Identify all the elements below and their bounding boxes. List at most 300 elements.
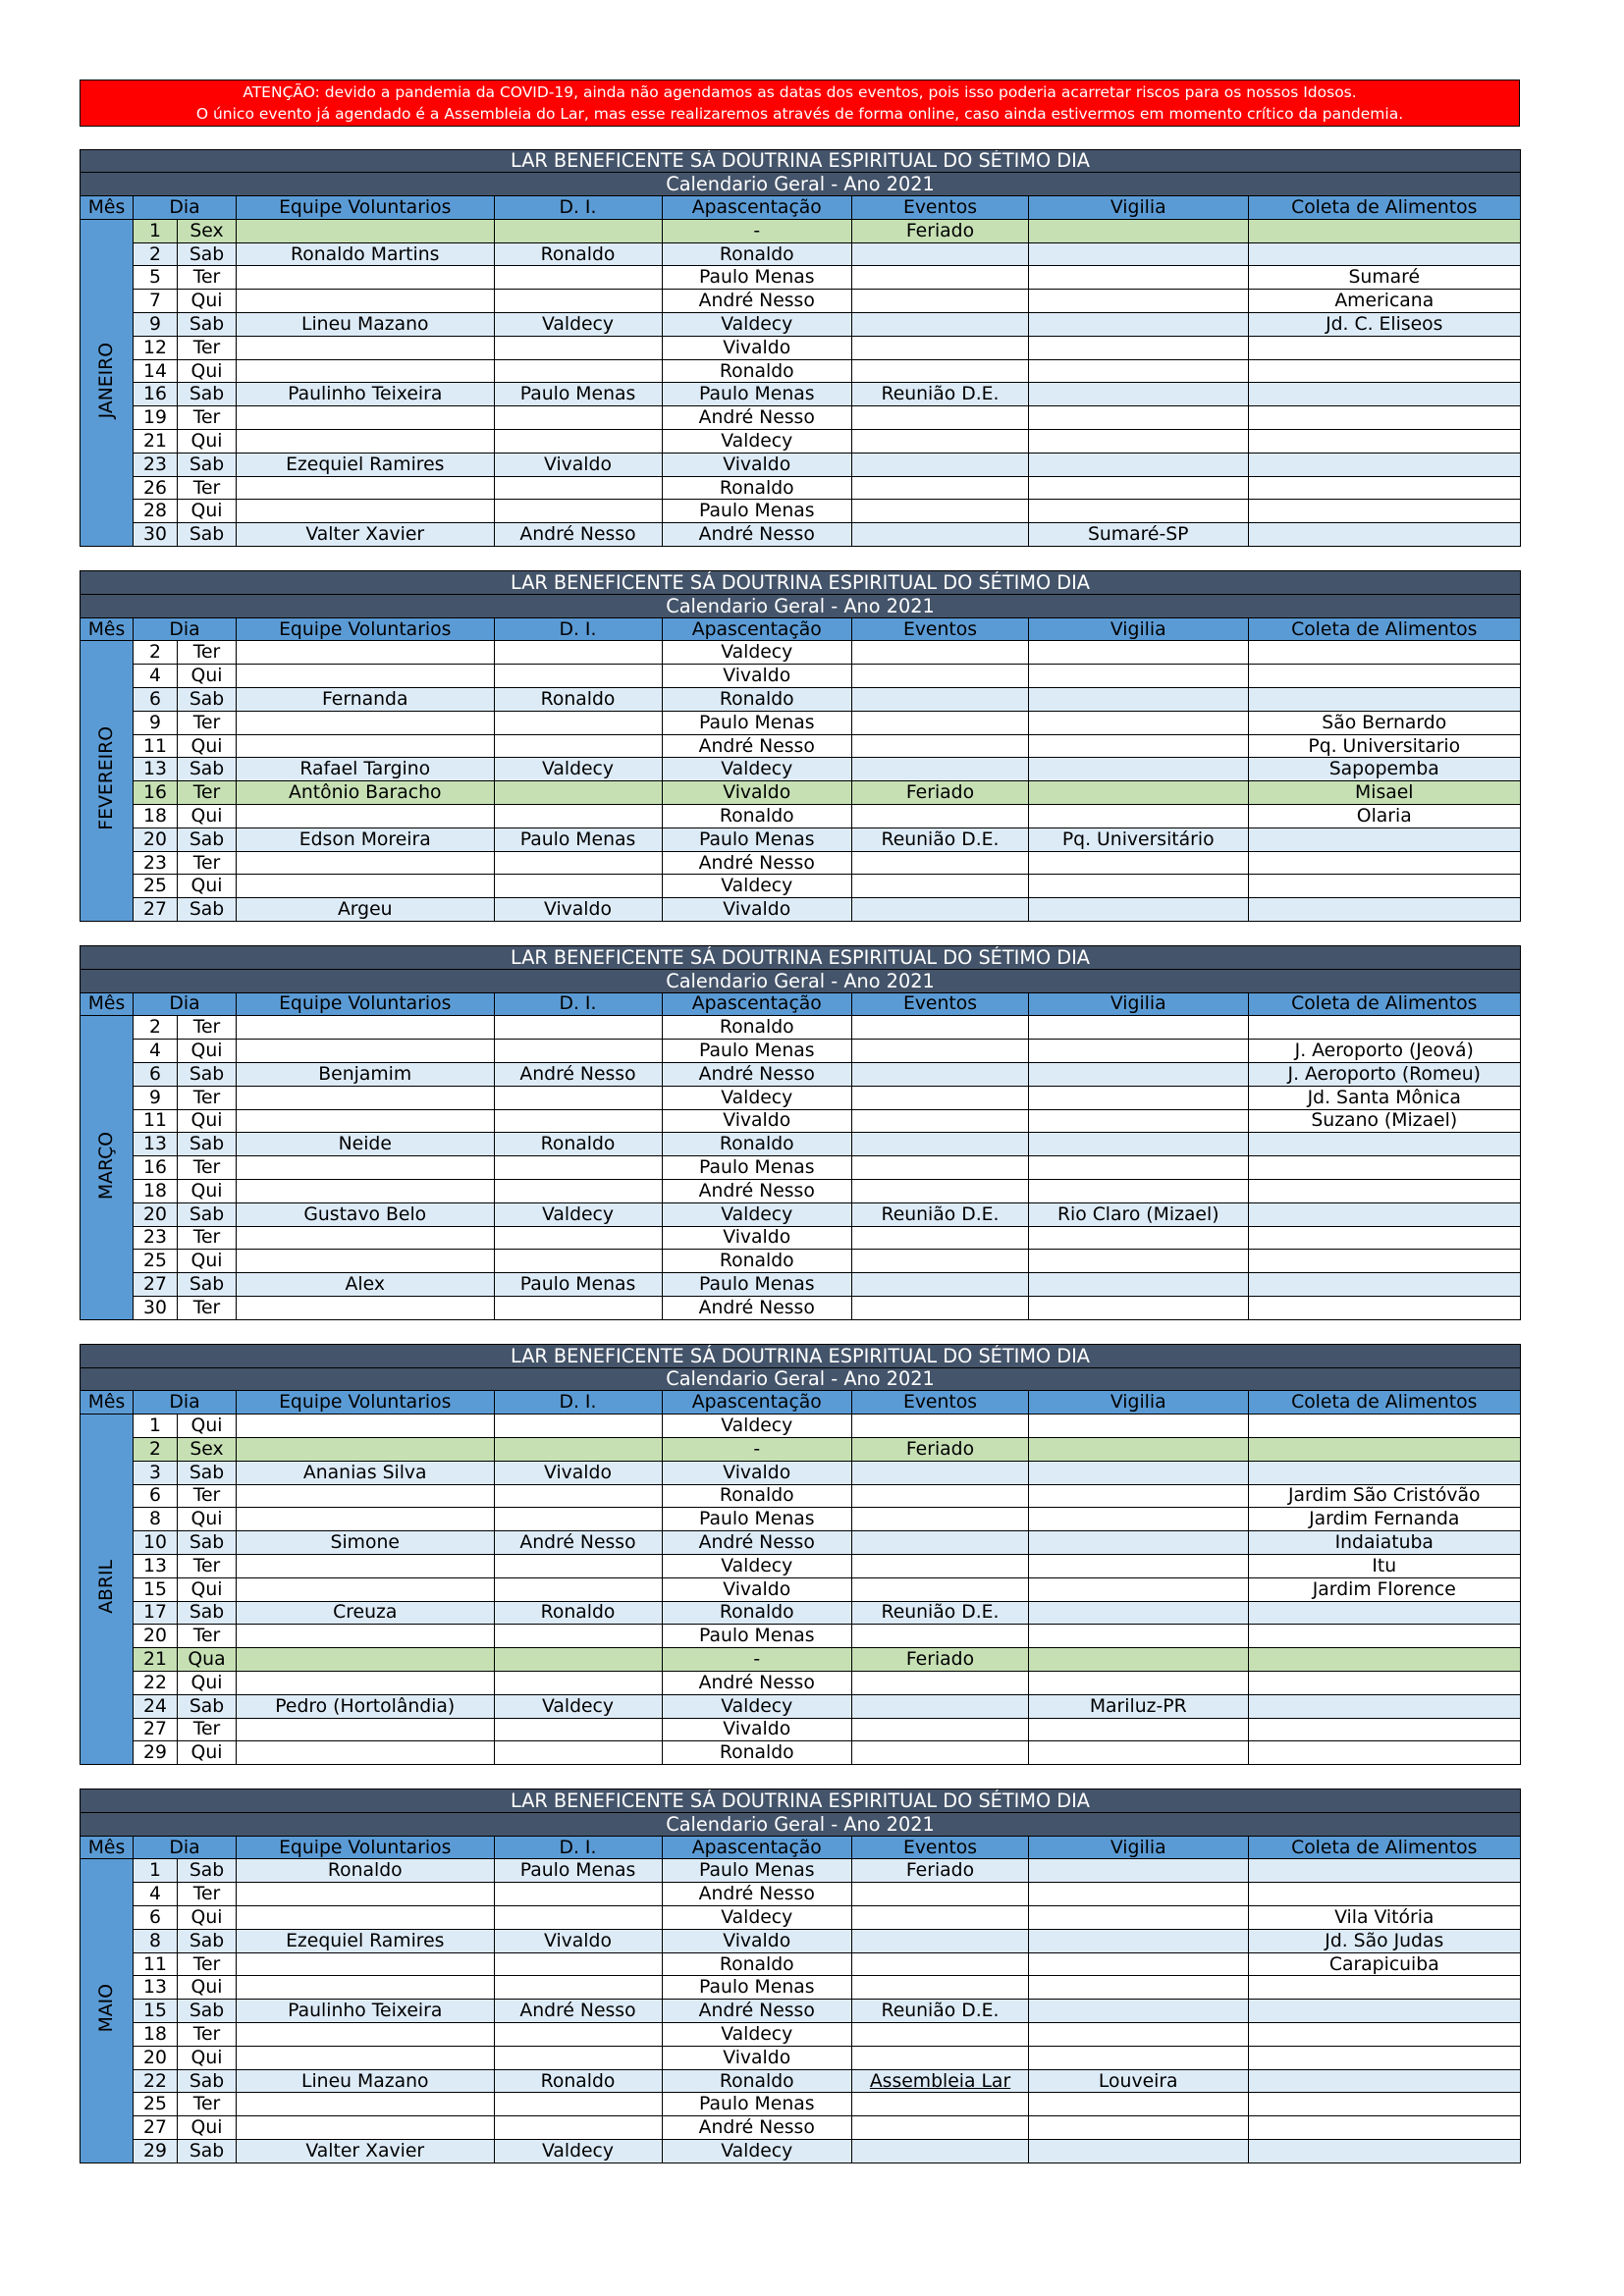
header-dia: Dia: [134, 1836, 237, 1859]
equipe-cell: Pedro (Hortolândia): [237, 1694, 495, 1718]
apascentacao-cell: Ronaldo: [662, 1484, 852, 1508]
coleta-cell: Jardim Fernanda: [1248, 1508, 1521, 1531]
apascentacao-cell: Paulo Menas: [662, 383, 852, 406]
di-cell: [494, 1883, 662, 1906]
coleta-cell: [1248, 851, 1521, 875]
month-label: MARÇO: [95, 1131, 117, 1200]
di-cell: [494, 1625, 662, 1648]
day-number: 8: [134, 1929, 178, 1952]
eventos-cell: Reunião D.E.: [852, 383, 1029, 406]
weekday: Qui: [178, 1906, 237, 1930]
day-number: 26: [134, 476, 178, 500]
day-number: 2: [134, 1437, 178, 1461]
vigilia-cell: [1029, 898, 1249, 922]
weekday: Qui: [178, 1577, 237, 1601]
eventos-cell: [852, 875, 1029, 898]
weekday: Qui: [178, 2046, 237, 2069]
day-number: 4: [134, 665, 178, 688]
month-table-fevereiro: [80, 570, 1521, 922]
equipe-cell: [237, 1554, 495, 1577]
header-di: D. I.: [494, 1836, 662, 1859]
coleta-cell: Sumaré: [1248, 266, 1521, 290]
table-row: [81, 430, 1521, 454]
table-title: LAR BENEFICENTE SÁ DOUTRINA ESPIRITUAL DO SÉTIMO DIA: [81, 149, 1521, 173]
table-row: [81, 500, 1521, 523]
vigilia-cell: [1029, 781, 1249, 805]
table-title: LAR BENEFICENTE SÁ DOUTRINA ESPIRITUAL DO SÉTIMO DIA: [81, 1344, 1521, 1367]
weekday: Sab: [178, 1531, 237, 1555]
apascentacao-cell: Ronaldo: [662, 805, 852, 828]
vigilia-cell: [1029, 500, 1249, 523]
equipe-cell: Ezequiel Ramires: [237, 1929, 495, 1952]
coleta-cell: [1248, 898, 1521, 922]
di-cell: [494, 219, 662, 242]
header-di: D. I.: [494, 617, 662, 641]
vigilia-cell: Rio Claro (Mizael): [1029, 1202, 1249, 1226]
apascentacao-cell: Paulo Menas: [662, 500, 852, 523]
table-title-row: [81, 571, 1521, 595]
calendar-tables: [80, 149, 1520, 2163]
header-equipe: Equipe Voluntarios: [237, 1391, 495, 1415]
di-cell: Ronaldo: [494, 688, 662, 712]
di-cell: [494, 1040, 662, 1063]
weekday: Sab: [178, 1694, 237, 1718]
apascentacao-cell: Paulo Menas: [662, 828, 852, 851]
day-number: 9: [134, 313, 178, 337]
di-cell: [494, 851, 662, 875]
eventos-cell: [852, 851, 1029, 875]
eventos-cell: [852, 290, 1029, 313]
day-number: 29: [134, 2140, 178, 2163]
apascentacao-cell: Vivaldo: [662, 453, 852, 476]
equipe-cell: Edson Moreira: [237, 828, 495, 851]
vigilia-cell: Sumaré-SP: [1029, 523, 1249, 547]
table-row: [81, 711, 1521, 734]
coleta-cell: [1248, 1226, 1521, 1250]
vigilia-cell: [1029, 430, 1249, 454]
di-cell: André Nesso: [494, 1062, 662, 1086]
month-table-abril: [80, 1344, 1521, 1765]
equipe-cell: [237, 1109, 495, 1133]
table-title-row: [81, 1789, 1521, 1813]
weekday: Ter: [178, 476, 237, 500]
day-number: 20: [134, 1625, 178, 1648]
equipe-cell: Lineu Mazano: [237, 2069, 495, 2093]
header-eventos: Eventos: [852, 196, 1029, 220]
apascentacao-cell: Ronaldo: [662, 1601, 852, 1625]
apascentacao-cell: André Nesso: [662, 851, 852, 875]
vigilia-cell: Mariluz-PR: [1029, 1694, 1249, 1718]
apascentacao-cell: Vivaldo: [662, 1461, 852, 1484]
table-subtitle-row: [81, 969, 1521, 992]
vigilia-cell: Pq. Universitário: [1029, 828, 1249, 851]
vigilia-cell: [1029, 1109, 1249, 1133]
equipe-cell: [237, 1906, 495, 1930]
weekday: Qui: [178, 1976, 237, 2000]
eventos-cell: [852, 1133, 1029, 1156]
day-number: 1: [134, 1415, 178, 1438]
vigilia-cell: [1029, 2116, 1249, 2140]
month-label: ABRIL: [95, 1560, 117, 1615]
di-cell: Ronaldo: [494, 242, 662, 266]
weekday: Sab: [178, 688, 237, 712]
weekday: Sab: [178, 453, 237, 476]
table-title-row: [81, 1344, 1521, 1367]
di-cell: Ronaldo: [494, 1601, 662, 1625]
header-apascentacao: Apascentação: [662, 617, 852, 641]
weekday: Qui: [178, 875, 237, 898]
apascentacao-cell: Ronaldo: [662, 1133, 852, 1156]
di-cell: [494, 1156, 662, 1180]
table-row: [81, 1976, 1521, 2000]
day-number: 27: [134, 898, 178, 922]
weekday: Sab: [178, 2000, 237, 2023]
table-row: [81, 1648, 1521, 1672]
coleta-cell: [1248, 1437, 1521, 1461]
day-number: 18: [134, 805, 178, 828]
vigilia-cell: [1029, 336, 1249, 359]
coleta-cell: [1248, 1016, 1521, 1040]
vigilia-cell: [1029, 1625, 1249, 1648]
weekday: Ter: [178, 641, 237, 665]
table-subtitle-row: [81, 1812, 1521, 1836]
coleta-cell: [1248, 219, 1521, 242]
table-row: [81, 641, 1521, 665]
vigilia-cell: [1029, 1273, 1249, 1297]
table-title: LAR BENEFICENTE SÁ DOUTRINA ESPIRITUAL DO SÉTIMO DIA: [81, 571, 1521, 595]
header-apascentacao: Apascentação: [662, 992, 852, 1016]
weekday: Sab: [178, 758, 237, 781]
equipe-cell: [237, 2046, 495, 2069]
coleta-cell: Vila Vitória: [1248, 1906, 1521, 1930]
day-number: 14: [134, 359, 178, 383]
weekday: Sab: [178, 523, 237, 547]
eventos-cell: [852, 1577, 1029, 1601]
day-number: 22: [134, 2069, 178, 2093]
equipe-cell: Ananias Silva: [237, 1461, 495, 1484]
alert-line-1: ATENÇÃO: devido a pandemia da COVID-19, ainda não agendamos as datas dos eventos, pois isso poderia acarretar riscos para os nossos Idosos.: [243, 83, 1357, 101]
eventos-cell: [852, 1952, 1029, 1976]
vigilia-cell: [1029, 734, 1249, 758]
eventos-cell: [852, 1296, 1029, 1319]
eventos-cell: [852, 1086, 1029, 1109]
table-row: [81, 1461, 1521, 1484]
apascentacao-cell: Paulo Menas: [662, 1976, 852, 2000]
weekday: Sab: [178, 1062, 237, 1086]
weekday: Sab: [178, 828, 237, 851]
apascentacao-cell: Vivaldo: [662, 1577, 852, 1601]
di-cell: Valdecy: [494, 2140, 662, 2163]
apascentacao-cell: André Nesso: [662, 406, 852, 430]
eventos-cell: [852, 1554, 1029, 1577]
apascentacao-cell: Paulo Menas: [662, 1273, 852, 1297]
day-number: 1: [134, 219, 178, 242]
table-row: [81, 805, 1521, 828]
day-number: 21: [134, 430, 178, 454]
equipe-cell: [237, 290, 495, 313]
equipe-cell: [237, 476, 495, 500]
vigilia-cell: [1029, 1531, 1249, 1555]
header-mes: Mês: [81, 196, 134, 220]
di-cell: [494, 665, 662, 688]
vigilia-cell: [1029, 1648, 1249, 1672]
day-number: 29: [134, 1741, 178, 1765]
di-cell: [494, 875, 662, 898]
table-row: [81, 336, 1521, 359]
coleta-cell: [1248, 828, 1521, 851]
eventos-cell: Feriado: [852, 1437, 1029, 1461]
apascentacao-cell: Valdecy: [662, 1906, 852, 1930]
day-number: 7: [134, 290, 178, 313]
table-row: [81, 359, 1521, 383]
eventos-cell: Reunião D.E.: [852, 1202, 1029, 1226]
coleta-cell: [1248, 1296, 1521, 1319]
eventos-cell: [852, 2069, 1029, 2093]
table-row: [81, 1179, 1521, 1202]
di-cell: [494, 1976, 662, 2000]
weekday: Qui: [178, 805, 237, 828]
day-number: 27: [134, 2116, 178, 2140]
eventos-cell: [852, 758, 1029, 781]
weekday: Ter: [178, 711, 237, 734]
equipe-cell: Alex: [237, 1273, 495, 1297]
eventos-cell: [852, 2140, 1029, 2163]
coleta-cell: Sapopemba: [1248, 758, 1521, 781]
equipe-cell: Ezequiel Ramires: [237, 453, 495, 476]
equipe-cell: [237, 1625, 495, 1648]
eventos-cell: [852, 1484, 1029, 1508]
di-cell: [494, 500, 662, 523]
apascentacao-cell: Vivaldo: [662, 2046, 852, 2069]
header-vigilia: Vigilia: [1029, 1836, 1249, 1859]
apascentacao-cell: Valdecy: [662, 1202, 852, 1226]
weekday: Ter: [178, 1952, 237, 1976]
eventos-cell: [852, 336, 1029, 359]
month-table-marco: [80, 945, 1521, 1320]
eventos-cell: [852, 734, 1029, 758]
coleta-cell: Carapicuiba: [1248, 1952, 1521, 1976]
coleta-cell: [1248, 500, 1521, 523]
vigilia-cell: [1029, 1929, 1249, 1952]
weekday: Sab: [178, 313, 237, 337]
month-table-maio: [80, 1789, 1521, 2163]
eventos-cell: [852, 500, 1029, 523]
month-label: FEVEREIRO: [95, 726, 117, 831]
table-row: [81, 828, 1521, 851]
header-coleta: Coleta de Alimentos: [1248, 1836, 1521, 1859]
header-row: [81, 1391, 1521, 1415]
equipe-cell: [237, 1179, 495, 1202]
table-row: [81, 1741, 1521, 1765]
apascentacao-cell: André Nesso: [662, 1671, 852, 1694]
weekday: Sab: [178, 1202, 237, 1226]
table-row: [81, 898, 1521, 922]
eventos-cell: [852, 1625, 1029, 1648]
weekday: Qui: [178, 1250, 237, 1273]
apascentacao-cell: Valdecy: [662, 1415, 852, 1438]
coleta-cell: Suzano (Mizael): [1248, 1109, 1521, 1133]
equipe-cell: [237, 2116, 495, 2140]
eventos-cell: Feriado: [852, 1859, 1029, 1883]
vigilia-cell: [1029, 1906, 1249, 1930]
weekday: Qui: [178, 1179, 237, 1202]
table-row: [81, 1883, 1521, 1906]
day-number: 28: [134, 500, 178, 523]
apascentacao-cell: Ronaldo: [662, 1952, 852, 1976]
equipe-cell: Paulinho Teixeira: [237, 2000, 495, 2023]
table-row: [81, 1625, 1521, 1648]
vigilia-cell: [1029, 1976, 1249, 2000]
apascentacao-cell: Valdecy: [662, 875, 852, 898]
day-number: 4: [134, 1883, 178, 1906]
apascentacao-cell: André Nesso: [662, 1296, 852, 1319]
coleta-cell: [1248, 665, 1521, 688]
day-number: 20: [134, 828, 178, 851]
coleta-cell: [1248, 1156, 1521, 1180]
vigilia-cell: [1029, 313, 1249, 337]
month-label: MAIO: [95, 1984, 117, 2033]
equipe-cell: [237, 1718, 495, 1741]
apascentacao-cell: Valdecy: [662, 1694, 852, 1718]
apascentacao-cell: Ronaldo: [662, 359, 852, 383]
table-row: [81, 1226, 1521, 1250]
vigilia-cell: [1029, 476, 1249, 500]
di-cell: [494, 1086, 662, 1109]
month-label-cell: [81, 1415, 134, 1765]
coleta-cell: [1248, 1648, 1521, 1672]
eventos-cell: [852, 1694, 1029, 1718]
table-title: LAR BENEFICENTE SÁ DOUTRINA ESPIRITUAL DO SÉTIMO DIA: [81, 1789, 1521, 1813]
header-di: D. I.: [494, 196, 662, 220]
day-number: 30: [134, 1296, 178, 1319]
apascentacao-cell: Vivaldo: [662, 1718, 852, 1741]
day-number: 15: [134, 2000, 178, 2023]
table-subtitle-row: [81, 594, 1521, 617]
weekday: Qua: [178, 1648, 237, 1672]
eventos-cell: [852, 1250, 1029, 1273]
eventos-cell: [852, 641, 1029, 665]
di-cell: [494, 430, 662, 454]
eventos-cell: Feriado: [852, 781, 1029, 805]
di-cell: André Nesso: [494, 523, 662, 547]
coleta-cell: [1248, 1741, 1521, 1765]
eventos-cell: [852, 266, 1029, 290]
weekday: Qui: [178, 359, 237, 383]
equipe-cell: [237, 266, 495, 290]
eventos-cell: [852, 1109, 1029, 1133]
weekday: Qui: [178, 1415, 237, 1438]
table-row: [81, 290, 1521, 313]
coleta-cell: [1248, 875, 1521, 898]
apascentacao-cell: Ronaldo: [662, 242, 852, 266]
weekday: Ter: [178, 1554, 237, 1577]
equipe-cell: Benjamim: [237, 1062, 495, 1086]
eventos-cell: [852, 1461, 1029, 1484]
apascentacao-cell: Ronaldo: [662, 688, 852, 712]
vigilia-cell: [1029, 1156, 1249, 1180]
table-row: [81, 2023, 1521, 2047]
header-di: D. I.: [494, 1391, 662, 1415]
coleta-cell: Jardim Florence: [1248, 1577, 1521, 1601]
equipe-cell: [237, 1296, 495, 1319]
di-cell: [494, 734, 662, 758]
table-row: [81, 313, 1521, 337]
eventos-cell: Reunião D.E.: [852, 1601, 1029, 1625]
day-number: 24: [134, 1694, 178, 1718]
apascentacao-cell: André Nesso: [662, 734, 852, 758]
equipe-cell: Gustavo Belo: [237, 1202, 495, 1226]
day-number: 13: [134, 1133, 178, 1156]
day-number: 11: [134, 1952, 178, 1976]
coleta-cell: [1248, 2069, 1521, 2093]
apascentacao-cell: Ronaldo: [662, 1016, 852, 1040]
coleta-cell: [1248, 1694, 1521, 1718]
day-number: 30: [134, 523, 178, 547]
header-apascentacao: Apascentação: [662, 1836, 852, 1859]
table-row: [81, 1062, 1521, 1086]
header-mes: Mês: [81, 1836, 134, 1859]
eventos-cell: [852, 2116, 1029, 2140]
eventos-cell: [852, 313, 1029, 337]
table-row: [81, 1437, 1521, 1461]
vigilia-cell: [1029, 1133, 1249, 1156]
day-number: 16: [134, 383, 178, 406]
day-number: 16: [134, 781, 178, 805]
day-number: 25: [134, 875, 178, 898]
apascentacao-cell: Vivaldo: [662, 1109, 852, 1133]
table-row: [81, 219, 1521, 242]
coleta-cell: [1248, 641, 1521, 665]
eventos-cell: [852, 1040, 1029, 1063]
coleta-cell: Misael: [1248, 781, 1521, 805]
coleta-cell: [1248, 688, 1521, 712]
apascentacao-cell: Vivaldo: [662, 336, 852, 359]
di-cell: Vivaldo: [494, 453, 662, 476]
di-cell: [494, 266, 662, 290]
vigilia-cell: [1029, 383, 1249, 406]
header-equipe: Equipe Voluntarios: [237, 617, 495, 641]
weekday: Qui: [178, 665, 237, 688]
assembleia-link[interactable]: Assembleia Lar: [869, 2070, 1011, 2092]
equipe-cell: [237, 500, 495, 523]
di-cell: [494, 2093, 662, 2116]
weekday: Qui: [178, 430, 237, 454]
eventos-cell: Feriado: [852, 1648, 1029, 1672]
eventos-cell: [852, 523, 1029, 547]
coleta-cell: Indaiatuba: [1248, 1531, 1521, 1555]
equipe-cell: [237, 641, 495, 665]
vigilia-cell: [1029, 359, 1249, 383]
equipe-cell: [237, 665, 495, 688]
di-cell: [494, 1415, 662, 1438]
table-row: [81, 1952, 1521, 1976]
equipe-cell: Rafael Targino: [237, 758, 495, 781]
coleta-cell: [1248, 523, 1521, 547]
table-row: [81, 1859, 1521, 1883]
table-row: [81, 1415, 1521, 1438]
table-row: [81, 1133, 1521, 1156]
equipe-cell: [237, 1883, 495, 1906]
day-number: 27: [134, 1273, 178, 1297]
coleta-cell: [1248, 242, 1521, 266]
weekday: Sab: [178, 242, 237, 266]
coleta-cell: Jd. Santa Mônica: [1248, 1086, 1521, 1109]
day-number: 10: [134, 1531, 178, 1555]
weekday: Ter: [178, 336, 237, 359]
apascentacao-cell: -: [662, 1648, 852, 1672]
apascentacao-cell: André Nesso: [662, 2000, 852, 2023]
coleta-cell: [1248, 406, 1521, 430]
